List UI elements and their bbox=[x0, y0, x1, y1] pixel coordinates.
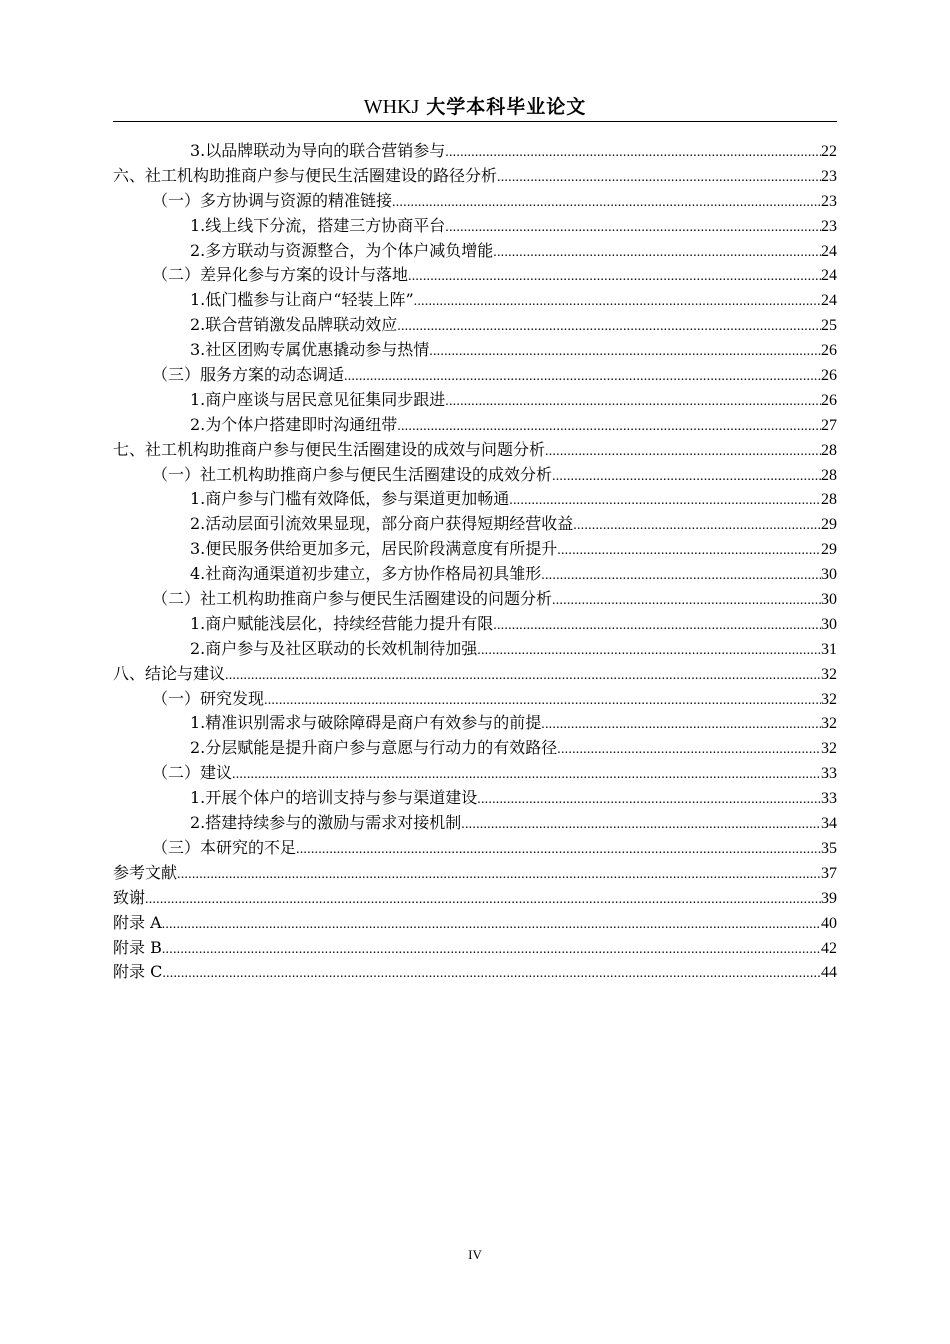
toc-dot-leader bbox=[145, 888, 821, 913]
toc-entry-page: 32 bbox=[821, 665, 837, 683]
toc-entry-page: 34 bbox=[821, 815, 837, 833]
toc-entry[interactable] bbox=[113, 960, 837, 985]
toc-entry-page: 29 bbox=[821, 516, 837, 534]
toc-entry[interactable] bbox=[113, 139, 837, 164]
toc-dot-leader bbox=[397, 315, 821, 340]
toc-dot-leader bbox=[552, 465, 821, 490]
toc-entry-title: 2.活动层面引流效果显现，部分商户获得短期经营收益 bbox=[190, 514, 574, 534]
toc-entry-title: 八、结论与建议 bbox=[113, 663, 226, 683]
toc-entry[interactable] bbox=[113, 786, 837, 811]
toc-entry[interactable] bbox=[113, 911, 837, 936]
toc-entry-title: 六、社工机构助推商户参与便民生活圈建设的路径分析 bbox=[113, 165, 498, 185]
toc-entry-title: 4.社商沟通渠道初步建立，多方协作格局初具雏形 bbox=[190, 564, 542, 584]
toc-dot-leader bbox=[541, 564, 821, 589]
toc-entry[interactable] bbox=[113, 313, 837, 338]
toc-entry[interactable] bbox=[113, 687, 837, 712]
toc-entry[interactable] bbox=[113, 189, 837, 214]
toc-entry[interactable] bbox=[113, 662, 837, 687]
toc-entry-title: （二）社工机构助推商户参与便民生活圈建设的问题分析 bbox=[152, 589, 553, 609]
toc-entry[interactable] bbox=[113, 388, 837, 413]
toc-entry[interactable] bbox=[113, 637, 837, 662]
toc-dot-leader bbox=[162, 962, 821, 987]
toc-entry-title: 2.商户参与及社区联动的长效机制待加强 bbox=[190, 638, 478, 658]
toc-entry[interactable] bbox=[113, 537, 837, 562]
toc-entry-page: 28 bbox=[821, 441, 837, 459]
toc-dot-leader bbox=[429, 340, 821, 365]
toc-dot-leader bbox=[477, 788, 821, 813]
page-footer bbox=[0, 1247, 950, 1263]
toc-entry-page: 37 bbox=[821, 864, 837, 882]
toc-entry-page: 35 bbox=[821, 839, 837, 857]
header-title: 大学本科毕业论文 bbox=[426, 96, 587, 118]
toc-entry[interactable] bbox=[113, 886, 837, 911]
toc-entry-page: 39 bbox=[821, 889, 837, 907]
toc-entry-title: 2.多方联动与资源整合，为个体户减负增能 bbox=[190, 240, 494, 260]
toc-entry-title: 1.线上线下分流，搭建三方协商平台 bbox=[190, 215, 446, 235]
toc-entry-page: 26 bbox=[821, 391, 837, 409]
toc-dot-leader bbox=[493, 614, 821, 639]
toc-entry-title: 2.搭建持续参与的激励与需求对接机制 bbox=[190, 813, 462, 833]
toc-dot-leader bbox=[445, 390, 821, 415]
toc-entry-page: 25 bbox=[821, 317, 837, 335]
table-of-contents bbox=[113, 139, 837, 985]
toc-entry-title: 附录 A bbox=[113, 912, 162, 932]
toc-entry[interactable] bbox=[113, 761, 837, 786]
toc-entry-page: 23 bbox=[821, 217, 837, 235]
page-header bbox=[113, 92, 837, 122]
toc-dot-leader bbox=[162, 913, 821, 938]
toc-entry[interactable] bbox=[113, 164, 837, 189]
toc-entry-title: 1.商户赋能浅层化，持续经营能力提升有限 bbox=[190, 613, 494, 633]
toc-entry-page: 26 bbox=[821, 367, 837, 385]
toc-entry-title: 3.以品牌联动为导向的联合营销参与 bbox=[190, 141, 446, 160]
toc-entry-page: 23 bbox=[821, 167, 837, 185]
toc-entry-page: 24 bbox=[821, 292, 837, 310]
toc-entry-title: 参考文献 bbox=[113, 862, 178, 882]
toc-entry-title: 1.低门槛参与让商户“轻装上阵” bbox=[190, 290, 414, 310]
toc-entry[interactable] bbox=[113, 463, 837, 488]
toc-dot-leader bbox=[545, 440, 821, 465]
toc-entry-page: 28 bbox=[821, 466, 837, 484]
toc-dot-leader bbox=[557, 738, 821, 763]
toc-entry-title: 致谢 bbox=[113, 887, 146, 907]
toc-entry-title: 1.商户座谈与居民意见征集同步跟进 bbox=[190, 389, 446, 409]
toc-entry[interactable] bbox=[113, 612, 837, 637]
toc-entry-page: 33 bbox=[821, 765, 837, 783]
toc-entry[interactable] bbox=[113, 711, 837, 736]
toc-entry-page: 31 bbox=[821, 640, 837, 658]
toc-entry-title: 2.分层赋能是提升商户参与意愿与行动力的有效路径 bbox=[190, 738, 558, 758]
toc-entry-page: 30 bbox=[821, 615, 837, 633]
toc-entry-page: 33 bbox=[821, 790, 837, 808]
toc-entry-title: （一）多方协调与资源的精准链接 bbox=[152, 190, 393, 210]
toc-entry[interactable] bbox=[113, 438, 837, 463]
toc-entry-page: 30 bbox=[821, 591, 837, 609]
toc-entry[interactable] bbox=[113, 487, 837, 512]
toc-entry[interactable] bbox=[113, 239, 837, 264]
toc-entry[interactable] bbox=[113, 587, 837, 612]
toc-entry-title: （三）服务方案的动态调适 bbox=[152, 365, 345, 385]
toc-entry-page: 44 bbox=[821, 964, 837, 982]
toc-entry-page: 32 bbox=[821, 690, 837, 708]
toc-dot-leader bbox=[573, 514, 821, 539]
toc-entry-page: 32 bbox=[821, 740, 837, 758]
toc-dot-leader bbox=[344, 365, 821, 390]
toc-dot-leader bbox=[177, 863, 821, 888]
toc-dot-leader bbox=[541, 713, 821, 738]
toc-entry-title: 附录 B bbox=[113, 937, 162, 957]
toc-entry-page: 30 bbox=[821, 566, 837, 584]
toc-dot-leader bbox=[232, 763, 821, 788]
toc-dot-leader bbox=[477, 639, 821, 664]
toc-entry-title: 1.商户参与门槛有效降低，参与渠道更加畅通 bbox=[190, 489, 510, 509]
toc-entry-page: 24 bbox=[821, 242, 837, 260]
toc-entry[interactable] bbox=[113, 736, 837, 761]
toc-dot-leader bbox=[445, 141, 821, 166]
toc-entry-page: 23 bbox=[821, 192, 837, 210]
toc-entry-title: 1.开展个体户的培训支持与参与渠道建设 bbox=[190, 788, 478, 808]
toc-entry-page: 26 bbox=[821, 342, 837, 360]
toc-entry[interactable] bbox=[113, 214, 837, 239]
toc-dot-leader bbox=[509, 489, 821, 514]
toc-entry-title: 七、社工机构助推商户参与便民生活圈建设的成效与问题分析 bbox=[113, 439, 546, 459]
toc-entry-page: 42 bbox=[821, 939, 837, 957]
toc-dot-leader bbox=[408, 265, 821, 290]
toc-dot-leader bbox=[445, 216, 821, 241]
toc-dot-leader bbox=[397, 415, 821, 440]
toc-entry-page: 29 bbox=[821, 541, 837, 559]
toc-entry-title: （三）本研究的不足 bbox=[152, 837, 297, 857]
toc-entry[interactable] bbox=[113, 512, 837, 537]
toc-entry[interactable] bbox=[113, 338, 837, 363]
toc-entry[interactable] bbox=[113, 811, 837, 836]
toc-entry[interactable] bbox=[113, 413, 837, 438]
toc-dot-leader bbox=[497, 166, 821, 191]
toc-entry[interactable] bbox=[113, 836, 837, 861]
toc-entry[interactable] bbox=[113, 861, 837, 886]
toc-entry-title: （一）社工机构助推商户参与便民生活圈建设的成效分析 bbox=[152, 464, 553, 484]
toc-entry-page: 27 bbox=[821, 416, 837, 434]
toc-entry-page: 32 bbox=[821, 715, 837, 733]
toc-entry[interactable] bbox=[113, 288, 837, 313]
toc-entry[interactable] bbox=[113, 562, 837, 587]
toc-entry-title: （二）差异化参与方案的设计与落地 bbox=[152, 265, 409, 285]
header-school-code: WHKJ bbox=[363, 96, 420, 118]
toc-entry[interactable] bbox=[113, 263, 837, 288]
toc-dot-leader bbox=[414, 290, 821, 315]
toc-dot-leader bbox=[392, 191, 821, 216]
toc-entry-title: 附录 C bbox=[113, 962, 163, 982]
toc-dot-leader bbox=[461, 813, 821, 838]
page-number: IV bbox=[468, 1247, 482, 1262]
toc-entry-title: （一）研究发现 bbox=[152, 688, 265, 708]
toc-entry-title: 2.为个体户搭建即时沟通纽带 bbox=[190, 414, 398, 434]
toc-entry-title: 3.社区团购专属优惠撬动参与热情 bbox=[190, 340, 430, 360]
toc-dot-leader bbox=[264, 689, 821, 714]
toc-dot-leader bbox=[557, 539, 821, 564]
toc-entry-title: 1.精准识别需求与破除障碍是商户有效参与的前提 bbox=[190, 713, 542, 733]
toc-entry[interactable] bbox=[113, 363, 837, 388]
toc-entry-page: 22 bbox=[821, 143, 837, 160]
toc-dot-leader bbox=[552, 589, 821, 614]
header-rule bbox=[113, 121, 837, 122]
toc-entry-title: （二）建议 bbox=[152, 763, 233, 783]
toc-dot-leader bbox=[493, 241, 821, 266]
toc-entry-title: 3.便民服务供给更加多元，居民阶段满意度有所提升 bbox=[190, 539, 558, 559]
toc-entry[interactable] bbox=[113, 936, 837, 961]
toc-dot-leader bbox=[225, 664, 821, 689]
toc-dot-leader bbox=[162, 938, 821, 963]
toc-entry-page: 40 bbox=[821, 914, 837, 932]
toc-dot-leader bbox=[296, 838, 821, 863]
toc-entry-title: 2.联合营销激发品牌联动效应 bbox=[190, 315, 398, 335]
toc-entry-page: 28 bbox=[821, 491, 837, 509]
toc-entry-page: 24 bbox=[821, 267, 837, 285]
